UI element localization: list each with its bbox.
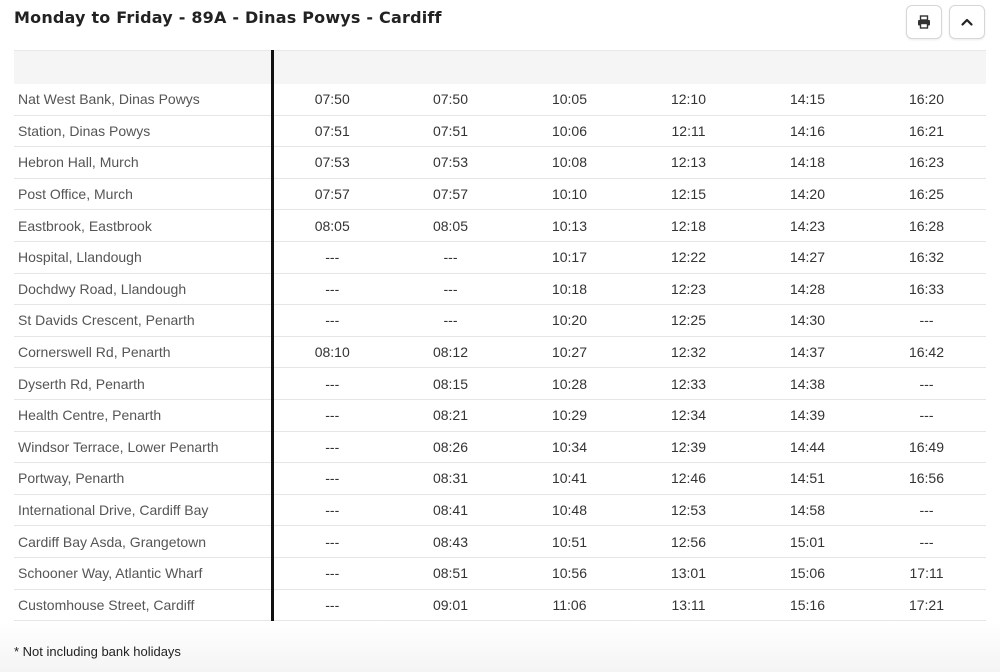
departure-time: 07:51 [391, 115, 510, 147]
departure-time: 08:41 [391, 494, 510, 526]
table-row [14, 305, 986, 337]
departure-time: 10:48 [510, 494, 629, 526]
journey-column-header [510, 51, 629, 84]
departure-time: 10:06 [510, 115, 629, 147]
departure-time: 12:23 [629, 273, 748, 305]
departure-time: 14:18 [748, 147, 867, 179]
stop-name: Dyserth Rd, Penarth [14, 368, 272, 400]
stop-name: Schooner Way, Atlantic Wharf [14, 557, 272, 589]
stop-name: Windsor Terrace, Lower Penarth [14, 431, 272, 463]
departure-time: 09:01 [391, 589, 510, 621]
stop-name: Portway, Penarth [14, 463, 272, 495]
departure-time: --- [867, 305, 986, 337]
departure-time: --- [272, 557, 391, 589]
departure-time: 08:12 [391, 336, 510, 368]
departure-time: 14:51 [748, 463, 867, 495]
stop-name: Hospital, Llandough [14, 241, 272, 273]
stop-name: Dochdwy Road, Llandough [14, 273, 272, 305]
departure-time: 14:28 [748, 273, 867, 305]
departure-time: 08:43 [391, 526, 510, 558]
table-row [14, 399, 986, 431]
stop-name: Cornerswell Rd, Penarth [14, 336, 272, 368]
departure-time: 08:51 [391, 557, 510, 589]
journey-column-header [867, 51, 986, 84]
departure-time: 10:13 [510, 210, 629, 242]
printer-icon [917, 15, 931, 29]
departure-time: --- [391, 273, 510, 305]
departure-time: --- [272, 399, 391, 431]
departure-time: 08:21 [391, 399, 510, 431]
departure-time: 16:28 [867, 210, 986, 242]
departure-time: 10:17 [510, 241, 629, 273]
departure-time: --- [867, 494, 986, 526]
departure-time: --- [272, 494, 391, 526]
table-row [14, 526, 986, 558]
departure-time: 07:51 [272, 115, 391, 147]
departure-time: 16:20 [867, 84, 986, 116]
table-row [14, 494, 986, 526]
footnote: * Not including bank holidays [14, 644, 181, 659]
departure-time: 14:44 [748, 431, 867, 463]
departure-time: 12:13 [629, 147, 748, 179]
departure-time: 12:22 [629, 241, 748, 273]
journey-column-header [748, 51, 867, 84]
stop-name: Eastbrook, Eastbrook [14, 210, 272, 242]
departure-time: 07:57 [272, 178, 391, 210]
departure-time: 14:38 [748, 368, 867, 400]
table-row [14, 84, 986, 116]
departure-time: 12:32 [629, 336, 748, 368]
stop-name: St Davids Crescent, Penarth [14, 305, 272, 337]
departure-time: 08:31 [391, 463, 510, 495]
table-row [14, 115, 986, 147]
departure-time: 07:50 [391, 84, 510, 116]
departure-time: 10:51 [510, 526, 629, 558]
table-row [14, 431, 986, 463]
table-row [14, 273, 986, 305]
departure-time: --- [272, 526, 391, 558]
departure-time: 14:39 [748, 399, 867, 431]
departure-time: --- [867, 368, 986, 400]
stop-column-header [14, 51, 272, 84]
departure-time: 12:46 [629, 463, 748, 495]
departure-time: --- [867, 399, 986, 431]
journey-column-header [629, 51, 748, 84]
departure-time: 12:34 [629, 399, 748, 431]
departure-time: 07:53 [391, 147, 510, 179]
departure-time: 08:05 [391, 210, 510, 242]
table-row [14, 147, 986, 179]
departure-time: 15:01 [748, 526, 867, 558]
table-row [14, 336, 986, 368]
timetable-body [14, 84, 986, 621]
departure-time: 11:06 [510, 589, 629, 621]
departure-time: 13:11 [629, 589, 748, 621]
departure-time: 12:11 [629, 115, 748, 147]
departure-time: 10:05 [510, 84, 629, 116]
stop-name: Hebron Hall, Murch [14, 147, 272, 179]
table-row [14, 178, 986, 210]
departure-time: 10:20 [510, 305, 629, 337]
departure-time: 14:20 [748, 178, 867, 210]
departure-time: 07:53 [272, 147, 391, 179]
departure-time: 14:15 [748, 84, 867, 116]
departure-time: --- [272, 431, 391, 463]
departure-time: 15:16 [748, 589, 867, 621]
table-row [14, 557, 986, 589]
departure-time: 16:21 [867, 115, 986, 147]
departure-time: 10:41 [510, 463, 629, 495]
departure-time: 12:25 [629, 305, 748, 337]
departure-time: --- [272, 463, 391, 495]
departure-time: --- [272, 241, 391, 273]
departure-time: 12:39 [629, 431, 748, 463]
stop-name: Post Office, Murch [14, 178, 272, 210]
departure-time: 10:29 [510, 399, 629, 431]
table-row [14, 241, 986, 273]
table-row [14, 463, 986, 495]
departure-time: 10:27 [510, 336, 629, 368]
departure-time: 14:30 [748, 305, 867, 337]
timetable-header [0, 0, 1000, 50]
departure-time: --- [272, 305, 391, 337]
table-row [14, 210, 986, 242]
departure-time: 14:27 [748, 241, 867, 273]
departure-time: 07:50 [272, 84, 391, 116]
departure-time: --- [867, 526, 986, 558]
departure-time: 07:57 [391, 178, 510, 210]
departure-time: 16:32 [867, 241, 986, 273]
print-button[interactable] [906, 5, 942, 39]
departure-time: 08:26 [391, 431, 510, 463]
stop-name: Station, Dinas Powys [14, 115, 272, 147]
departure-time: 10:28 [510, 368, 629, 400]
departure-time: 10:34 [510, 431, 629, 463]
departure-time: 10:08 [510, 147, 629, 179]
departure-time: 17:21 [867, 589, 986, 621]
departure-time: 12:56 [629, 526, 748, 558]
departure-time: --- [391, 305, 510, 337]
departure-time: 16:25 [867, 178, 986, 210]
departure-time: 08:05 [272, 210, 391, 242]
departure-time: --- [272, 273, 391, 305]
departure-time: 12:18 [629, 210, 748, 242]
journey-column-header [272, 51, 391, 84]
timetable-header-row [14, 51, 986, 84]
departure-time: 16:23 [867, 147, 986, 179]
departure-time: 08:10 [272, 336, 391, 368]
departure-time: 10:18 [510, 273, 629, 305]
timetable-table [14, 50, 986, 621]
stop-name: International Drive, Cardiff Bay [14, 494, 272, 526]
departure-time: 17:11 [867, 557, 986, 589]
journey-column-header [391, 51, 510, 84]
departure-time: 15:06 [748, 557, 867, 589]
table-row [14, 589, 986, 621]
departure-time: 12:10 [629, 84, 748, 116]
departure-time: 13:01 [629, 557, 748, 589]
departure-time: 14:37 [748, 336, 867, 368]
stop-name: Health Centre, Penarth [14, 399, 272, 431]
departure-time: 08:15 [391, 368, 510, 400]
table-row [14, 368, 986, 400]
departure-time: --- [272, 368, 391, 400]
departure-time: 16:33 [867, 273, 986, 305]
departure-time: --- [272, 589, 391, 621]
chevron-up-icon [960, 15, 974, 29]
departure-time: 14:23 [748, 210, 867, 242]
departure-time: 12:33 [629, 368, 748, 400]
timetable [14, 50, 986, 621]
departure-time: 14:58 [748, 494, 867, 526]
departure-time: --- [391, 241, 510, 273]
departure-time: 16:56 [867, 463, 986, 495]
departure-time: 16:49 [867, 431, 986, 463]
stop-name: Cardiff Bay Asda, Grangetown [14, 526, 272, 558]
departure-time: 12:15 [629, 178, 748, 210]
departure-time: 14:16 [748, 115, 867, 147]
timetable-title: Monday to Friday - 89A - Dinas Powys - Cardiff [14, 8, 442, 27]
departure-time: 10:56 [510, 557, 629, 589]
departure-time: 10:10 [510, 178, 629, 210]
departure-time: 16:42 [867, 336, 986, 368]
collapse-button[interactable] [949, 5, 985, 39]
stop-name: Customhouse Street, Cardiff [14, 589, 272, 621]
departure-time: 12:53 [629, 494, 748, 526]
stop-name: Nat West Bank, Dinas Powys [14, 84, 272, 116]
